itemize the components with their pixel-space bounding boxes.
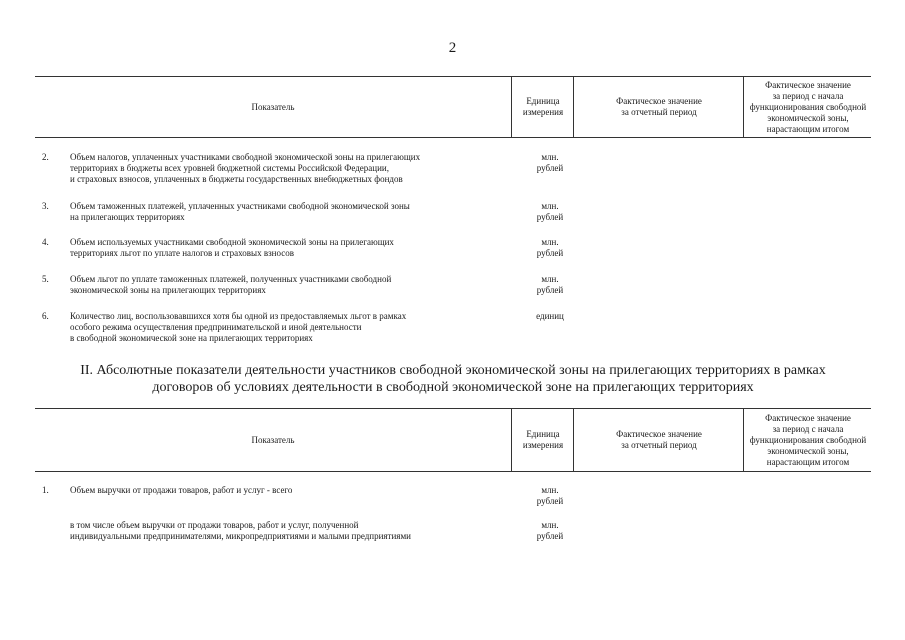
row-text: Объем выручки от продажи товаров, работ и услуг - всего <box>70 485 293 495</box>
row-number: 1. <box>42 485 49 495</box>
row-text: Объем льгот по уплате таможенных платежей, полученных участниками свободной экономической зоны на прилегающих территориях <box>70 274 392 295</box>
row-text: Объем используемых участниками свободной экономической зоны на прилегающих территориях льгот по уплате налогов и страховых взносов <box>70 237 394 258</box>
row-text: Количество лиц, воспользовавшихся хотя бы одной из предоставляемых льгот в рамках особого режима осуществления предпринимательской и иной деятельности в свободной экономической зоне на прилегающих территориях <box>70 311 407 343</box>
row-number: 6. <box>42 311 49 321</box>
table2-header <box>35 408 871 472</box>
section-2-title: II. Абсолютные показатели деятельности участников свободной экономической зоны на прилегающих территориях в рамках договоров об условиях деятельности в свободной экономической зоне на прилегающих территориях <box>80 363 826 395</box>
row-number: 3. <box>42 201 49 211</box>
row-text: в том числе объем выручки от продажи товаров, работ и услуг, полученной индивидуальными предпринимателями, микропредприятиями и малыми предприятиями <box>70 520 411 541</box>
table1-header <box>35 76 871 138</box>
row-number: 2. <box>42 152 49 162</box>
row-text: Объем налогов, уплаченных участниками свободной экономической зоны на прилегающих территориях в бюджеты всех уровней бюджетной системы Российской Федерации, и страховых взносов, уплаченных в бюджеты государственных внебюджетных фондов <box>70 152 421 184</box>
header-indicator: Показатель <box>251 101 295 112</box>
row-unit: млн. рублей <box>536 485 564 506</box>
page-number: 2 <box>448 40 457 56</box>
row-number: 4. <box>42 237 49 247</box>
header-unit: Единица измерения <box>511 409 574 471</box>
header-cumulative: Фактическое значение за период с начала функционирования свободной экономической зоны, нарастающим итогом <box>743 77 872 137</box>
row-number: 5. <box>42 274 49 284</box>
row-unit: млн. рублей <box>536 274 564 295</box>
row-unit: млн. рублей <box>536 520 564 541</box>
row-unit: млн. рублей <box>536 237 564 258</box>
header-actual: Фактическое значение за отчетный период <box>573 409 744 471</box>
header-actual: Фактическое значение за отчетный период <box>573 77 744 137</box>
row-unit: млн. рублей <box>536 152 564 173</box>
header-unit: Единица измерения <box>511 77 574 137</box>
row-text: Объем таможенных платежей, уплаченных участниками свободной экономической зоны на прилегающих территориях <box>70 201 410 222</box>
row-unit: единиц <box>536 311 564 321</box>
row-unit: млн. рублей <box>536 201 564 222</box>
header-cumulative: Фактическое значение за период с начала функционирования свободной экономической зоны, нарастающим итогом <box>743 409 872 471</box>
header-indicator: Показатель <box>251 434 295 445</box>
